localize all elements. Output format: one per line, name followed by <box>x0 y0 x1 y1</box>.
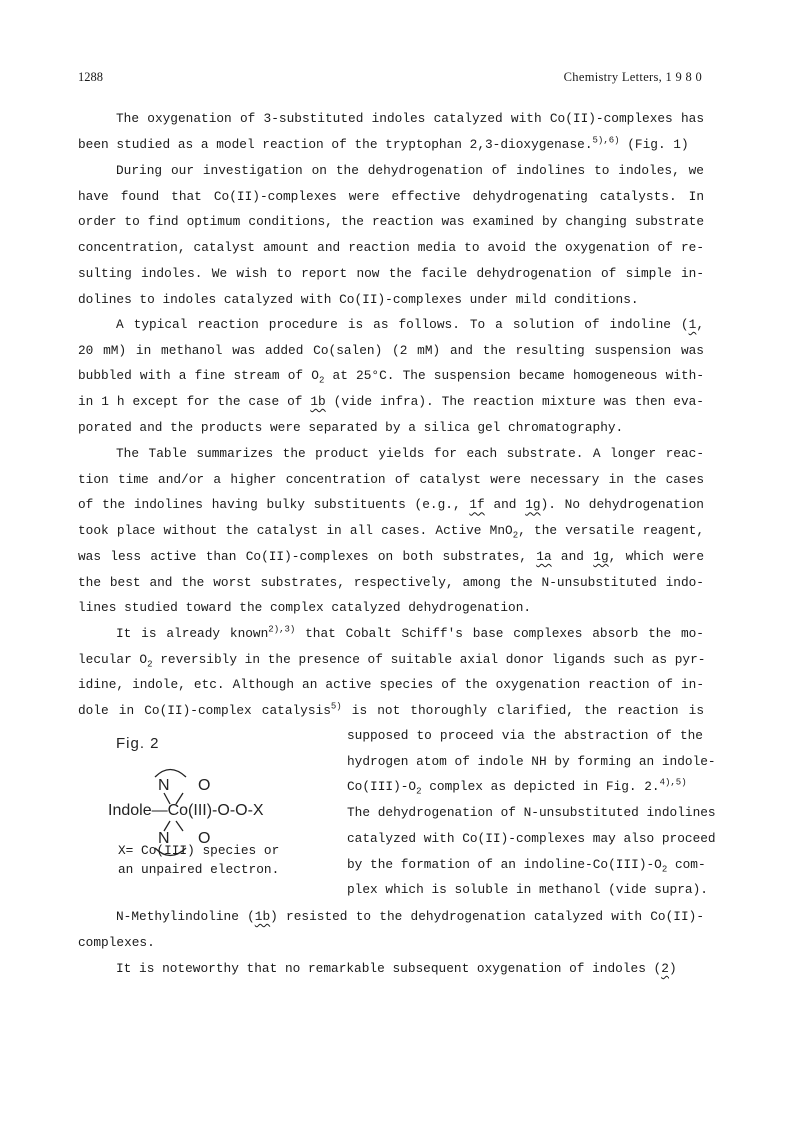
compound-ref: 1g <box>593 548 609 564</box>
text-line: The dehydrogenation of N-unsubstituted indolines <box>347 805 716 821</box>
text-line: A typical reaction procedure is as follows. To a solution of indoline (1, <box>116 317 704 332</box>
paragraph-4 <box>78 441 704 621</box>
text-line: bubbled with a fine stream of $O_2$ at 25°C. The suspension became homogeneous with- <box>78 368 705 386</box>
text-line: complexes. <box>78 934 155 950</box>
nitrogen-bottom: N <box>158 830 170 847</box>
oxygen-bottom: O <box>198 830 211 847</box>
text-line: lines studied toward the complex catalyzed dehydrogenation. <box>78 600 532 616</box>
oxygen-top: O <box>198 777 211 794</box>
text-line: have found that Co(II)-complexes were effective dehydrogenating catalysts. In <box>78 188 704 204</box>
text-line: During our investigation on the dehydrogenation of indolines to indoles, we <box>116 163 704 178</box>
paragraph-5 <box>78 621 704 724</box>
text-line: of the indolines having bulky substituents (e.g., 1f and 1g). No dehydrogenation <box>78 497 704 513</box>
text-line: by the formation of an indoline-$Co(III)-O_2$ com- <box>347 856 706 875</box>
text-line: idine, indole, etc. Although an active species of the oxygenation reaction of in- <box>78 677 704 693</box>
text-line: N-Methylindoline (1b) resisted to the dehydrogenation catalyzed with Co(II)- <box>116 909 705 924</box>
paragraph-7 <box>78 956 704 982</box>
text-line: 20 mM) in methanol was added Co(salen) (2 mM) and the resulting suspension was <box>78 342 704 358</box>
text-line: tion time and/or a higher concentration of catalyst were necessary in the cases <box>78 471 704 487</box>
text-line: was less active than Co(II)-complexes on both substrates, 1a and 1g, which were <box>78 548 704 564</box>
text-line: The oxygenation of 3-substituted indoles catalyzed with Co(II)-complexes has <box>116 111 704 126</box>
compound-ref: 1g <box>525 497 541 513</box>
page-number: 1288 <box>78 70 103 84</box>
compound-ref: 1 <box>688 317 697 332</box>
text-line: dole in Co(II)-complex catalysis$^{5)}$ is not thoroughly clarified, the reaction is <box>78 701 704 719</box>
text-line: concentration, catalyst amount and reaction media to avoid the oxygenation of re- <box>78 240 704 256</box>
text-line: plex which is soluble in methanol (vide supra). <box>347 882 708 898</box>
bond-o-co-bottom <box>176 821 183 831</box>
right-column-text <box>347 723 716 903</box>
complex-formula: Indole—Co(III)-O-O-X <box>108 802 264 819</box>
text-line: dolines to indoles catalyzed with Co(II)-complexes under mild conditions. <box>78 291 639 307</box>
nitrogen-top: N <box>158 777 170 794</box>
figure-caption-line1: X= Co(III) species or <box>118 843 280 858</box>
compound-ref: 1b <box>254 909 271 924</box>
figure-caption-line2: an unpaired electron. <box>118 862 280 877</box>
paragraph-6 <box>78 904 704 955</box>
text-line: supposed to proceed via the abstraction of the <box>347 728 703 743</box>
text-line: the best and the worst substrates, respectively, among the N-unsubstituted indo- <box>78 574 704 590</box>
compound-ref: 2 <box>661 961 669 976</box>
compound-ref: 1b <box>310 394 326 410</box>
text-line: lecular $O_2$ reversibly in the presence of suitable axial donor ligands such as pyr- <box>78 651 706 670</box>
text-line: hydrogen atom of indole NH by forming an indole- <box>347 753 716 769</box>
journal-name: Chemistry Letters, 1 9 8 0 <box>563 70 702 84</box>
compound-ref: 1a <box>536 548 552 564</box>
text-line: sulting indoles. We wish to report now the facile dehydrogenation of simple in- <box>78 265 704 281</box>
figure-title: Fig. 2 <box>116 735 160 752</box>
text-line: The Table summarizes the product yields for each substrate. A longer reac- <box>116 446 704 461</box>
text-line: took place without the catalyst in all cases. Active MnO$_2$, the versatile reagent, <box>78 523 705 541</box>
paragraph-1 <box>78 106 704 157</box>
paragraph-2 <box>78 158 704 312</box>
paragraph-3 <box>78 312 704 441</box>
text-line: been studied as a model reaction of the tryptophan 2,3-dioxygenase.$^{5),6)}$ (Fig. 1) <box>78 135 689 152</box>
text-line: It is already known$^{2),3)}$ that Cobalt Schiff's base complexes absorb the mo- <box>116 624 704 641</box>
text-line: It is noteworthy that no remarkable subsequent oxygenation of indoles (2) <box>116 961 677 976</box>
compound-ref: 1f <box>469 497 485 513</box>
text-line: $Co(III)-O_2$ complex as depicted in Fig. 2.$^{4),5)}$ <box>347 778 687 797</box>
text-line: order to find optimum conditions, the reaction was examined by changing substrate <box>78 214 704 230</box>
text-line: in 1 h except for the case of 1b (vide infra). The reaction mixture was then eva- <box>78 394 704 410</box>
bond-arc-top <box>155 770 186 778</box>
text-line: porated and the products were separated by a silica gel chromatography. <box>78 419 624 435</box>
text-line: catalyzed with Co(II)-complexes may also proceed <box>347 830 716 846</box>
